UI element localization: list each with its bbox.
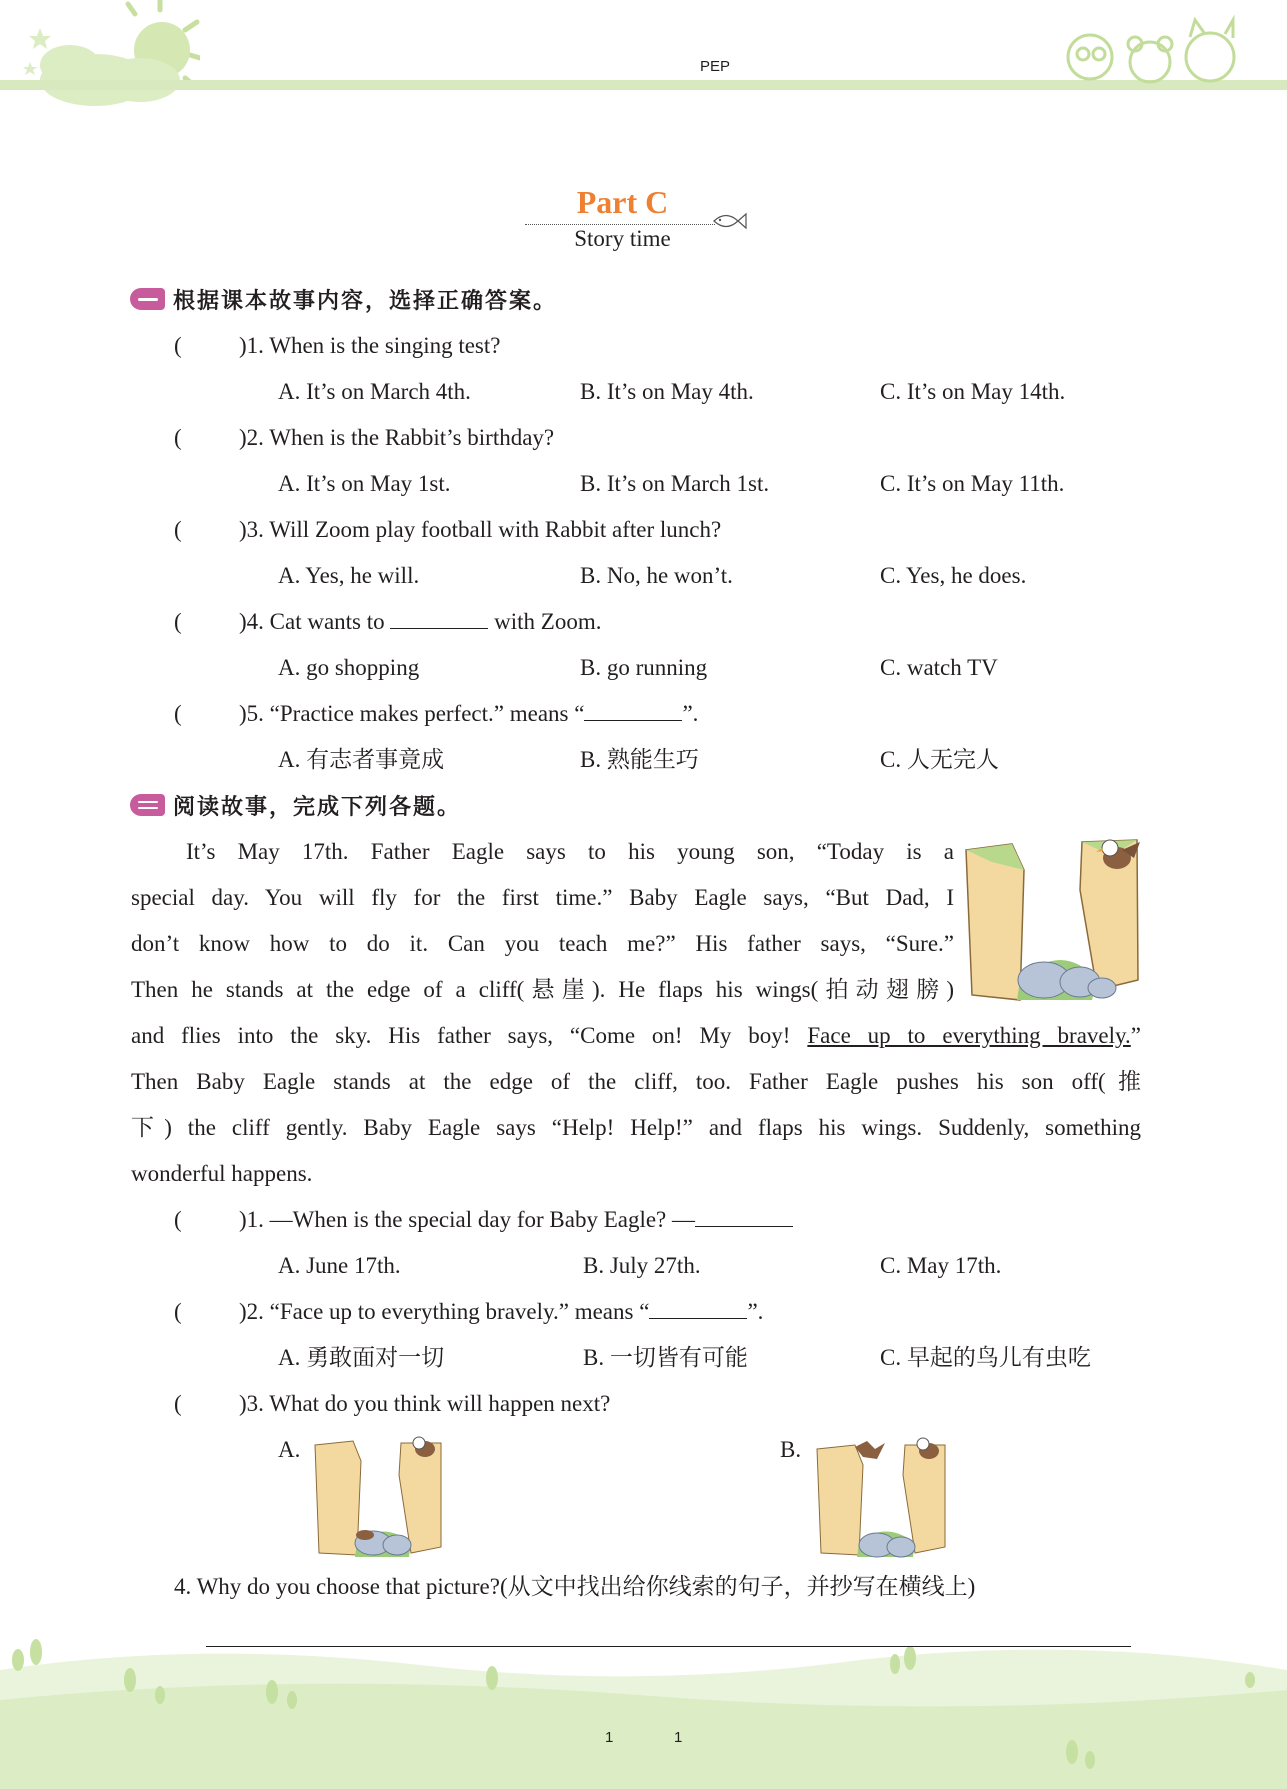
story-line: and flies into the sky. His father says, “Come on! My boy! Face up to everything bravely.” [131, 1023, 1141, 1048]
answer-paren[interactable]: ( [174, 609, 182, 634]
section-number-badge [130, 794, 165, 816]
section2-heading: 阅读故事，完成下列各题。 [130, 790, 461, 820]
option-c[interactable]: C. It’s on May 11th. [880, 471, 1065, 496]
option-a[interactable]: A. go shopping [278, 655, 420, 680]
story-line: special day. You will fly for the first time.” Baby Eagle says, “But Dad, I [131, 885, 954, 910]
answer-paren[interactable]: ( [174, 425, 182, 450]
answer-blank[interactable] [649, 1300, 747, 1319]
answer-paren[interactable]: ( [174, 1207, 182, 1232]
answer-line[interactable] [206, 1646, 1131, 1647]
title-divider [525, 224, 715, 225]
option-b-picture[interactable] [815, 1435, 947, 1560]
story-line: Then Baby Eagle stands at the edge of the cliff, too. Father Eagle pushes his son off(推 [131, 1069, 1141, 1094]
option-b[interactable]: B. No, he won’t. [580, 563, 733, 588]
story-line: wonderful happens. [131, 1161, 313, 1186]
option-b[interactable]: B. It’s on March 1st. [580, 471, 770, 496]
question-stem: )3. What do you think will happen next? [239, 1391, 611, 1416]
page-number-right: 1 [674, 1729, 683, 1746]
option-a[interactable]: A. [278, 1437, 301, 1462]
option-c[interactable]: C. It’s on May 14th. [880, 379, 1066, 404]
option-b[interactable]: B. [780, 1437, 802, 1462]
option-a[interactable]: A. It’s on March 4th. [278, 379, 471, 404]
answer-paren[interactable]: ( [174, 701, 182, 726]
option-b[interactable]: B. It’s on May 4th. [580, 379, 754, 404]
option-c[interactable]: C. 早起的鸟儿有虫吃 [880, 1345, 1091, 1370]
question-stem: )5. “Practice makes perfect.” means “ ”. [239, 701, 699, 726]
option-a[interactable]: A. 有志者事竟成 [278, 747, 445, 772]
page-number-left: 1 [605, 1729, 614, 1746]
option-a[interactable]: A. June 17th. [278, 1253, 401, 1278]
answer-paren[interactable]: ( [174, 517, 182, 542]
story-line: Then he stands at the edge of a cliff(悬崖). He flaps his wings(拍动翅膀) [131, 977, 954, 1002]
option-a-picture[interactable] [313, 1435, 443, 1560]
animal-faces-decoration [1055, 12, 1255, 87]
landscape-decoration [0, 1630, 1287, 1789]
header-label: PEP [700, 58, 731, 75]
option-a[interactable]: A. Yes, he will. [278, 563, 420, 588]
fallen-eagle-icon [356, 1530, 374, 1540]
option-c[interactable]: C. watch TV [880, 655, 998, 680]
answer-paren[interactable]: ( [174, 333, 182, 358]
answer-paren[interactable]: ( [174, 1391, 182, 1416]
option-b[interactable]: B. go running [580, 655, 708, 680]
answer-paren[interactable]: ( [174, 1299, 182, 1324]
underlined-sentence: Face up to everything bravely. [807, 1023, 1131, 1048]
option-a[interactable]: A. 勇敢面对一切 [278, 1345, 445, 1370]
section-number-badge [130, 288, 165, 310]
question-stem: )1. —When is the special day for Baby Eagle? — [239, 1205, 793, 1235]
answer-blank[interactable] [390, 610, 488, 629]
question-stem: )1. When is the singing test? [239, 333, 501, 358]
story-line: It’s May 17th. Father Eagle says to his young son, “Today is a [186, 839, 954, 864]
sun-cloud-decoration [0, 0, 200, 115]
option-b[interactable]: B. 熟能生巧 [580, 747, 699, 772]
question-stem: )3. Will Zoom play football with Rabbit after lunch? [239, 517, 722, 542]
fish-icon [712, 210, 748, 232]
question-4: 4. Why do you choose that picture?(从文中找出给你线索的句子，并抄写在横线上) [174, 1574, 976, 1599]
story-line: 下) the cliff gently. Baby Eagle says “Help! Help!” and flaps his wings. Suddenly, something [131, 1115, 1141, 1140]
option-c[interactable]: C. 人无完人 [880, 747, 999, 772]
option-b[interactable]: B. July 27th. [583, 1253, 701, 1278]
answer-blank[interactable] [695, 1208, 793, 1227]
question-stem: )4. Cat wants to with Zoom. [239, 609, 602, 634]
question-stem: )2. When is the Rabbit’s birthday? [239, 425, 555, 450]
section1-heading: 根据课本故事内容，选择正确答案。 [130, 284, 557, 314]
option-b[interactable]: B. 一切皆有可能 [583, 1345, 748, 1370]
story-line: don’t know how to do it. Can you teach me?” His father says, “Sure.” [131, 931, 954, 956]
answer-blank[interactable] [584, 702, 682, 721]
option-a[interactable]: A. It’s on May 1st. [278, 471, 451, 496]
option-c[interactable]: C. May 17th. [880, 1253, 1002, 1278]
option-c[interactable]: C. Yes, he does. [880, 563, 1027, 588]
question-stem: )2. “Face up to everything bravely.” means “ ”. [239, 1299, 764, 1324]
part-title: Part C [576, 184, 669, 220]
eagle-cliff-illustration [962, 830, 1142, 1005]
subtitle: Story time [574, 226, 671, 251]
